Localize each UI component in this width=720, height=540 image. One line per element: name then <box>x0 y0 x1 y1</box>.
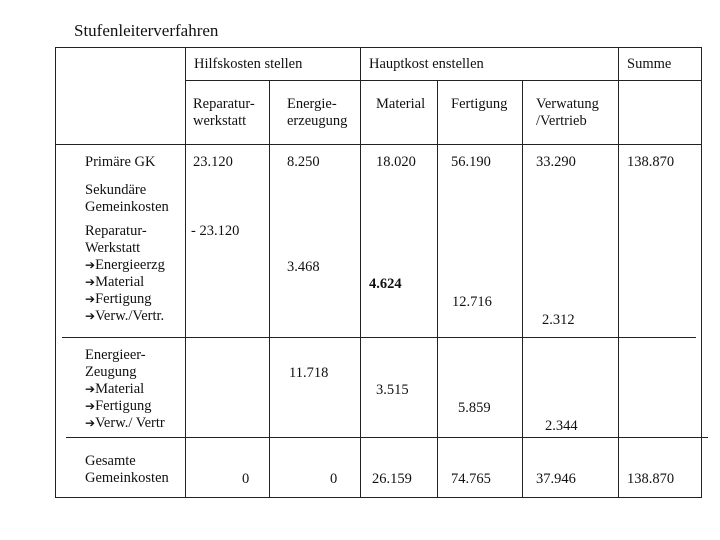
header-material: Material <box>376 96 426 112</box>
header-verwaltung <box>536 96 599 130</box>
sub-item-label: Energieerzg <box>95 257 165 273</box>
cell-primaer-summe: 138.870 <box>627 154 675 170</box>
col-border-hauptkost <box>618 47 619 498</box>
sub-item-fertigung <box>85 291 165 308</box>
header-reparatur-line2: werkstatt <box>193 113 247 129</box>
row-reparatur-label <box>85 223 165 325</box>
col-border-fertigung <box>522 80 523 498</box>
cell-gesamt-fertigung: 74.765 <box>451 471 491 487</box>
sub-item-label: Fertigung <box>95 291 152 307</box>
cell-energie-material: 3.515 <box>376 382 409 398</box>
col-border-label <box>185 47 186 498</box>
arrow-icon: ➔ <box>85 382 96 396</box>
row-reparatur-line1: Reparatur- <box>85 223 147 239</box>
cell-gesamt-summe: 138.870 <box>627 471 675 487</box>
row-energie-line1: Energieer- <box>85 347 146 363</box>
cell-gesamt-material: 26.159 <box>372 471 412 487</box>
row-reparatur-line2: Werkstatt <box>85 240 141 256</box>
arrow-icon: ➔ <box>85 292 96 306</box>
row-divider-2 <box>66 437 708 438</box>
arrow-icon: ➔ <box>85 399 96 413</box>
sub-item-material <box>85 381 165 398</box>
sub-item-material <box>85 274 165 291</box>
header-reparatur <box>193 96 255 130</box>
cell-gesamt-verwaltung: 37.946 <box>536 471 576 487</box>
arrow-icon: ➔ <box>85 258 96 272</box>
cell-primaer-material: 18.020 <box>376 154 416 170</box>
col-border-material <box>437 80 438 498</box>
header-hauptkost: Hauptkost enstellen <box>369 56 484 72</box>
header-hilfskosten: Hilfskosten stellen <box>194 56 303 72</box>
cell-reparatur-energie: 3.468 <box>287 259 320 275</box>
cell-gesamt-energie: 0 <box>330 471 338 487</box>
col-border-hilfskosten <box>360 47 361 498</box>
row-sekundaer-line2: Gemeinkosten <box>85 199 169 215</box>
cell-primaer-reparatur: 23.120 <box>193 154 233 170</box>
arrow-icon: ➔ <box>85 275 96 289</box>
cell-reparatur-fertigung: 12.716 <box>452 294 492 310</box>
row-primaer-label: Primäre GK <box>85 154 156 170</box>
cell-energie-verwaltung: 2.344 <box>545 418 578 434</box>
cell-gesamt-reparatur: 0 <box>242 471 250 487</box>
col-border-reparatur <box>269 80 270 498</box>
sub-item-label: Material <box>95 274 145 290</box>
sub-item-label: Fertigung <box>95 398 152 414</box>
row-divider-1 <box>62 337 696 338</box>
cell-primaer-energie: 8.250 <box>287 154 320 170</box>
cell-reparatur-reparatur: - 23.120 <box>191 223 240 239</box>
header-energie-line2: erzeugung <box>287 113 348 129</box>
header-verwaltung-line2: /Vertrieb <box>536 113 587 129</box>
col-border-left <box>55 47 56 498</box>
header-verwaltung-line1: Verwatung <box>536 96 599 112</box>
col-border-right <box>701 47 702 498</box>
row-gesamt-label <box>85 453 169 487</box>
row-gesamt-line1: Gesamte <box>85 453 136 469</box>
sub-item-energieerzg <box>85 257 165 274</box>
sub-item-label: Verw./Vertr. <box>95 308 165 324</box>
header-fertigung: Fertigung <box>451 96 508 112</box>
sub-item-verw <box>85 415 165 432</box>
cell-reparatur-verwaltung: 2.312 <box>542 312 575 328</box>
row-sekundaer-line1: Sekundäre <box>85 182 147 198</box>
page-title: Stufenleiterverfahren <box>74 21 219 40</box>
header-energie-line1: Energie- <box>287 96 337 112</box>
sub-item-fertigung <box>85 398 165 415</box>
row-energie-label <box>85 347 165 432</box>
table-bottom-border <box>55 497 701 498</box>
sub-item-verw <box>85 308 165 325</box>
arrow-icon: ➔ <box>85 309 96 323</box>
cell-energie-energie: 11.718 <box>289 365 329 381</box>
header-bottom-border <box>55 144 701 145</box>
header-energie <box>287 96 347 130</box>
cell-primaer-verwaltung: 33.290 <box>536 154 576 170</box>
header-summe: Summe <box>627 56 672 72</box>
row-sekundaer-label <box>85 182 169 216</box>
header-reparatur-line1: Reparatur- <box>193 96 255 112</box>
table-top-border <box>55 47 701 48</box>
sub-item-label: Verw./ Vertr <box>95 415 165 431</box>
row-gesamt-line2: Gemeinkosten <box>85 470 169 486</box>
cell-primaer-fertigung: 56.190 <box>451 154 491 170</box>
arrow-icon: ➔ <box>85 416 96 430</box>
cell-energie-fertigung: 5.859 <box>458 400 491 416</box>
header-top-border <box>185 80 701 81</box>
sub-item-label: Material <box>95 381 145 397</box>
row-energie-line2: Zeugung <box>85 364 137 380</box>
cell-reparatur-material: 4.624 <box>369 276 402 292</box>
